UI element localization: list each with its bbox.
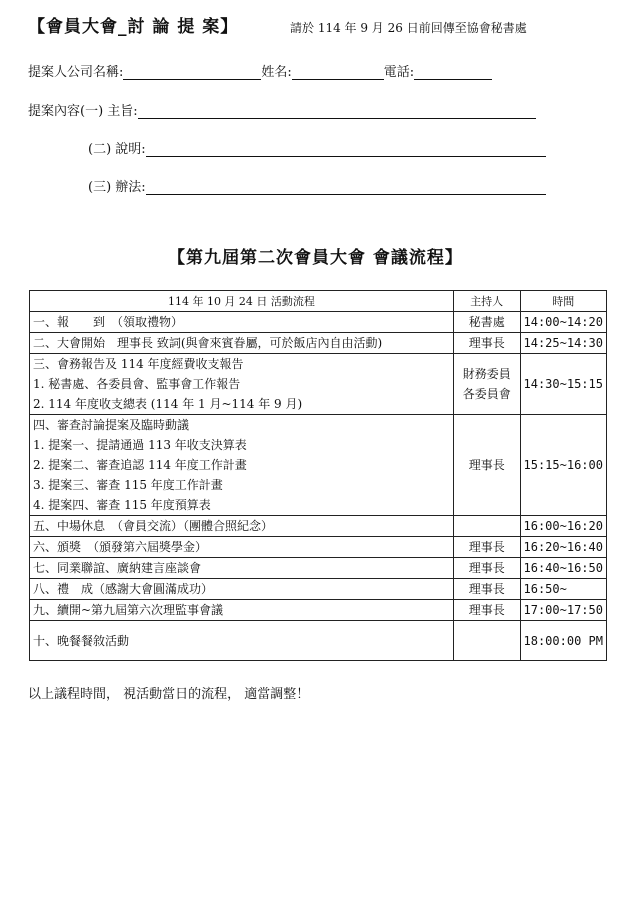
proposal-explanation-row [88, 138, 546, 157]
agenda-host-cell [453, 354, 520, 415]
agenda-time-cell: 15:15~16:00 [520, 415, 607, 516]
agenda-row [30, 312, 607, 333]
agenda-activity-cell [30, 312, 454, 333]
agenda-host-cell [453, 600, 520, 621]
content-label: 提案內容(一) 主旨: [28, 104, 138, 119]
agenda-body [30, 312, 607, 661]
agenda-row [30, 579, 607, 600]
agenda-time-cell: 14:00~14:20 [520, 312, 607, 333]
agenda-host-line: 理事長 [468, 603, 505, 617]
agenda-row [30, 415, 607, 516]
agenda-title: 【第九屆第二次會員大會 會議流程】 [168, 248, 463, 268]
agenda-activity-line: 2. 提案二、審查追認 114 年度工作計畫 [33, 458, 247, 472]
agenda-time-cell: 18:00:00 PM [520, 621, 607, 661]
proposal-subject-row [28, 100, 536, 119]
proposal-form-title: 【會員大會_討 論 提 案】 [28, 17, 239, 37]
agenda-activity-line: 十、晚餐餐敘活動 [33, 633, 130, 648]
phone-field[interactable] [414, 66, 492, 80]
agenda-host-line: 財務委員 [462, 367, 511, 381]
agenda-activity-cell [30, 579, 454, 600]
agenda-row [30, 558, 607, 579]
company-label: 提案人公司名稱: [28, 65, 124, 80]
agenda-time-cell: 16:20~16:40 [520, 537, 607, 558]
name-label: 姓名: [261, 65, 292, 80]
agenda-activity-line: 四、審查討論提案及臨時動議 [33, 418, 190, 432]
agenda-row [30, 333, 607, 354]
agenda-host-cell [453, 537, 520, 558]
agenda-activity-line: 二、大會開始 理事長 致詞(與會來賓眷屬，可於飯店內自由活動) [33, 336, 383, 350]
agenda-activity-line: 五、中場休息 （會員交流）（團體合照紀念） [33, 519, 274, 533]
agenda-activity-line: 七、同業聯誼、廣納建言座談會 [33, 561, 202, 575]
agenda-time-cell: 16:50~ [520, 579, 607, 600]
agenda-activity-line: 六、頒獎 （頒發第六屆獎學金） [33, 540, 208, 554]
proposal-method-row [88, 176, 546, 195]
time-header: 時間 [520, 291, 607, 312]
agenda-header-row [30, 291, 607, 312]
agenda-activity-cell [30, 415, 454, 516]
agenda-activity-cell [30, 333, 454, 354]
agenda-host-cell [453, 621, 520, 661]
proposer-info-row [28, 61, 492, 80]
method-field[interactable] [146, 181, 546, 195]
agenda-host-cell [453, 312, 520, 333]
agenda-host-cell [453, 415, 520, 516]
schedule-adjustment-note: 以上議程時間， 視活動當日的流程， 適當調整！ [28, 687, 310, 702]
agenda-activity-line: 4. 提案四、審查 115 年度預算表 [33, 498, 211, 512]
agenda-host-line: 理事長 [468, 540, 505, 554]
agenda-row [30, 354, 607, 415]
agenda-activity-line: 2. 114 年度收支總表 (114 年 1 月~114 年 9 月) [33, 397, 303, 411]
agenda-time-cell: 16:40~16:50 [520, 558, 607, 579]
method-label: (三) 辦法: [88, 180, 146, 195]
agenda-row [30, 516, 607, 537]
agenda-host-line [457, 516, 517, 536]
agenda-activity-line: 三、會務報告及 114 年度經費收支報告 [33, 357, 244, 371]
agenda-activity-cell [30, 516, 454, 537]
agenda-table [29, 290, 607, 661]
agenda-host-line: 秘書處 [468, 315, 505, 329]
agenda-activity-line: 一、報 到 （領取禮物） [33, 315, 184, 329]
agenda-activity-cell [30, 354, 454, 415]
submission-deadline-notice: 請於 114 年 9 月 26 日前回傳至協會秘書處 [290, 21, 527, 35]
explanation-label: (二) 說明: [88, 142, 146, 157]
activity-header: 114 年 10 月 24 日 活動流程 [30, 291, 454, 312]
agenda-host-line [457, 631, 517, 651]
agenda-host-cell [453, 558, 520, 579]
agenda-time-cell: 16:00~16:20 [520, 516, 607, 537]
agenda-activity-cell [30, 537, 454, 558]
phone-label: 電話: [383, 65, 415, 80]
agenda-activity-cell [30, 600, 454, 621]
agenda-activity-line: 八、禮 成（感謝大會圓滿成功） [33, 582, 214, 596]
agenda-time-cell: 14:25~14:30 [520, 333, 607, 354]
host-header: 主持人 [453, 291, 520, 312]
agenda-host-cell [453, 579, 520, 600]
subject-field[interactable] [138, 105, 536, 119]
agenda-row [30, 600, 607, 621]
agenda-activity-cell [30, 558, 454, 579]
name-field[interactable] [292, 66, 384, 80]
agenda-time-cell: 17:00~17:50 [520, 600, 607, 621]
agenda-activity-cell [30, 621, 454, 661]
agenda-activity-line: 1. 秘書處、各委員會、監事會工作報告 [33, 377, 241, 391]
agenda-host-line: 理事長 [468, 582, 505, 596]
agenda-row [30, 621, 607, 661]
explanation-field[interactable] [146, 143, 546, 157]
agenda-time-cell: 14:30~15:15 [520, 354, 607, 415]
company-field[interactable] [123, 66, 261, 80]
agenda-activity-line: 九、續開~第九屆第六次理監事會議 [33, 603, 224, 617]
agenda-host-cell [453, 516, 520, 537]
agenda-host-line: 理事長 [468, 458, 505, 472]
agenda-host-line: 各委員會 [462, 387, 511, 401]
agenda-activity-line: 1. 提案一、提請通過 113 年收支決算表 [33, 438, 247, 452]
agenda-host-line: 理事長 [468, 561, 505, 575]
agenda-activity-line: 3. 提案三、審查 115 年度工作計畫 [33, 478, 223, 492]
agenda-host-cell [453, 333, 520, 354]
agenda-host-line: 理事長 [468, 336, 505, 350]
agenda-row [30, 537, 607, 558]
